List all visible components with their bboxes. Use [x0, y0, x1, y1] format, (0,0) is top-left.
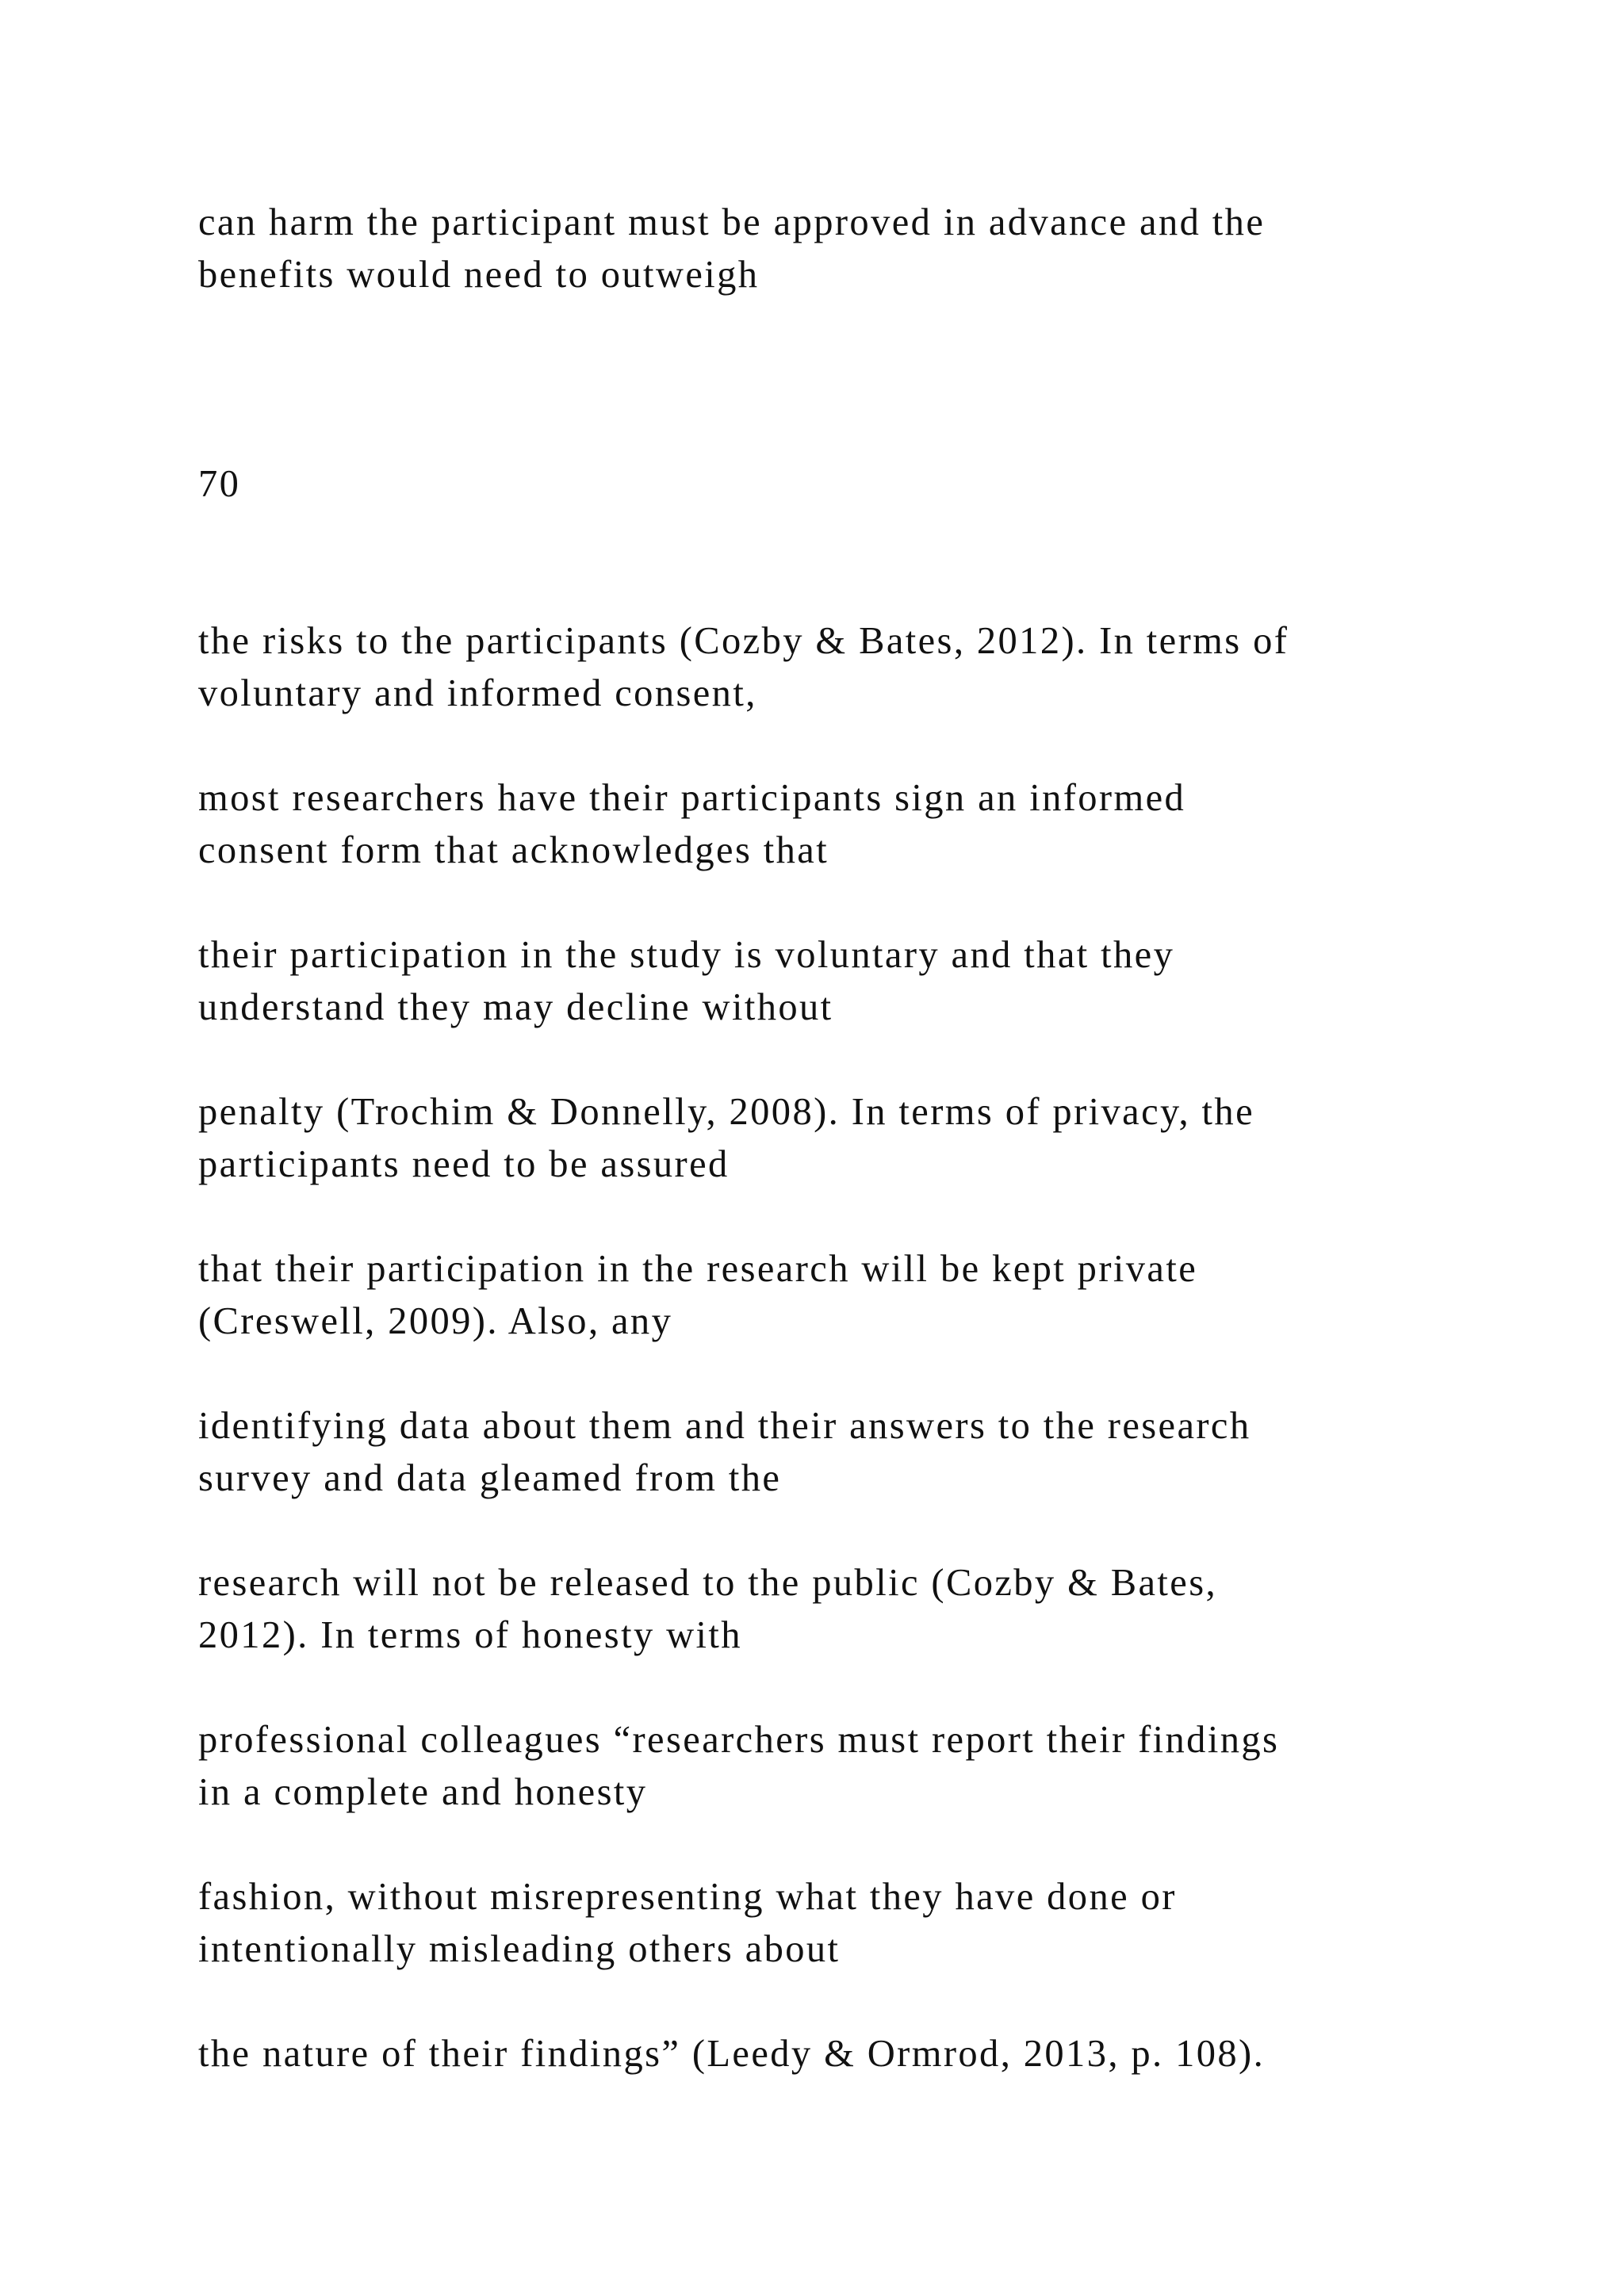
text-line: survey and data gleamed from the	[198, 1457, 782, 1499]
text-line: professional colleagues “researchers must report their findings	[198, 1719, 1280, 1761]
text-line: the nature of their findings” (Leedy & Ormrod, 2013, p. 108).	[198, 2033, 1266, 2075]
text-line: in a complete and honesty	[198, 1771, 648, 1813]
text-line: fashion, without misrepresenting what they have done or	[198, 1876, 1177, 1918]
text-line: benefits would need to outweigh	[198, 254, 760, 296]
text-line: consent form that acknowledges that	[198, 829, 829, 871]
text-line: participants need to be assured	[198, 1143, 730, 1185]
text-line: their participation in the study is voluntary and that they	[198, 934, 1175, 976]
text-line: can harm the participant must be approved in advance and the	[198, 201, 1266, 243]
page-number: 70	[198, 463, 241, 505]
text-line: that their participation in the research will be kept private	[198, 1248, 1198, 1290]
text-line: most researchers have their participants sign an informed	[198, 777, 1186, 819]
text-line: identifying data about them and their answers to the research	[198, 1405, 1251, 1447]
text-line: understand they may decline without	[198, 986, 833, 1028]
text-line: 2012). In terms of honesty with	[198, 1614, 742, 1656]
text-line: (Creswell, 2009). Also, any	[198, 1300, 673, 1342]
text-line: voluntary and informed consent,	[198, 672, 757, 714]
text-line: the risks to the participants (Cozby & Bates, 2012). In terms of	[198, 620, 1289, 662]
text-line: research will not be released to the public (Cozby & Bates,	[198, 1562, 1218, 1604]
text-line: intentionally misleading others about	[198, 1928, 841, 1970]
text-line: penalty (Trochim & Donnelly, 2008). In terms of privacy, the	[198, 1091, 1255, 1133]
